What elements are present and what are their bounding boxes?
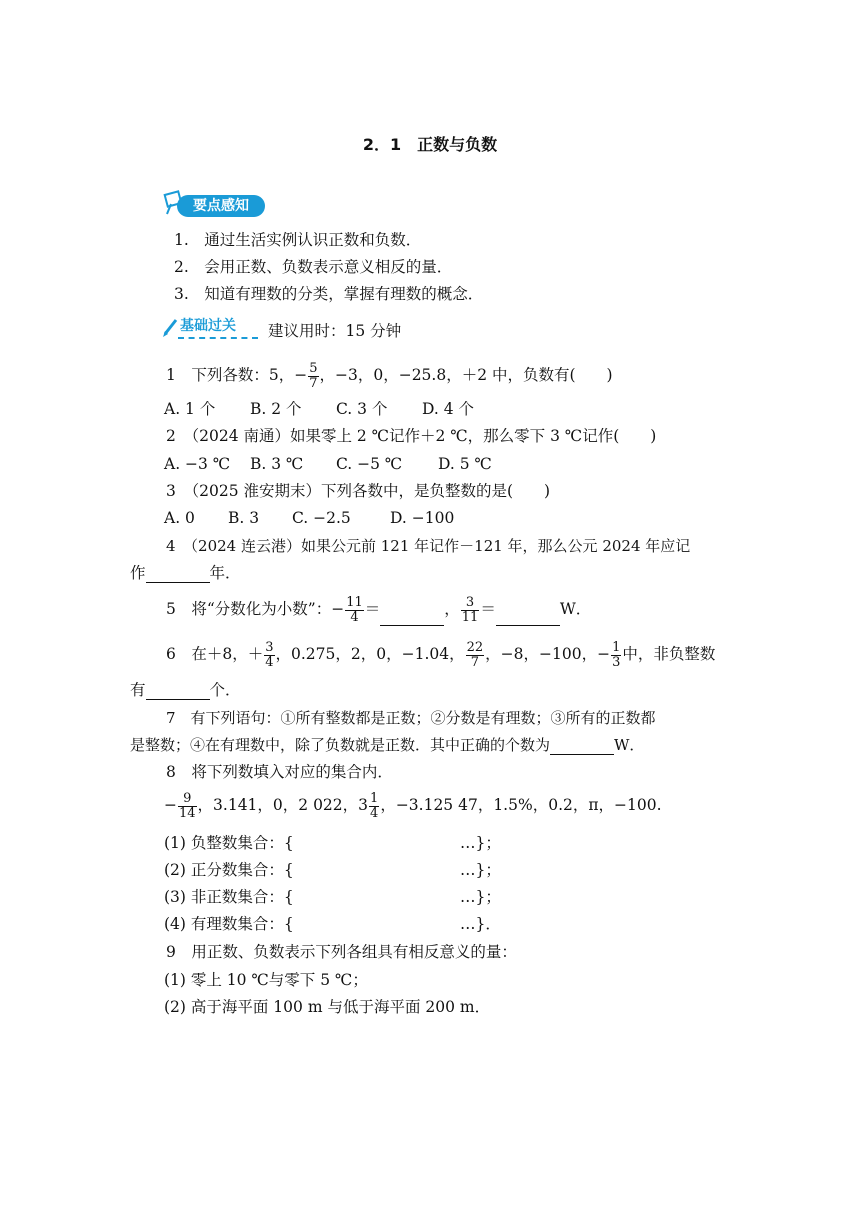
q2-options: A. −3 ℃ B. 3 ℃ C. −5 ℃ D. 5 ℃ [164, 455, 492, 473]
question-7: 7 有下列语句：①所有整数都是正数；②分数是有理数；③所有的正数都 [166, 709, 656, 727]
answer-blank[interactable] [146, 683, 210, 700]
q9-item: (1) 零上 10 ℃与零下 5 ℃； [164, 971, 368, 989]
set-line: (1) 负整数集合：{ …}； [164, 834, 501, 852]
q9-item: (2) 高于海平面 100 m 与低于海平面 200 m． [164, 998, 491, 1016]
question-2: 2 （2024 南通）如果零上 2 ℃记作＋2 ℃，那么零下 3 ℃记作( ) [166, 427, 657, 445]
answer-blank[interactable] [496, 609, 560, 626]
q1-options: A. 1 个 B. 2 个 C. 3 个 D. 4 个 [164, 400, 475, 418]
fraction: $\frac{11}{4}$ [346, 594, 363, 625]
question-5: 5 将“分数化为小数”：− $\frac{11}{4}$ ＝ ， $\frac{3}{11}$ ＝ W． [166, 594, 592, 625]
question-8: 8 将下列数填入对应的集合内． [166, 763, 393, 781]
fraction: $\frac{5}{7}$ [309, 360, 318, 391]
answer-blank[interactable] [146, 566, 210, 583]
fraction: $\frac{1}{4}$ [370, 790, 379, 821]
answer-blank[interactable] [550, 738, 614, 755]
set-line: (4) 有理数集合：{ …}． [164, 915, 501, 933]
q3-options: A. 0 B. 3 C. −2.5 D. −100 [164, 509, 455, 527]
question-9: 9 用正数、负数表示下列各组具有相反意义的量： [166, 943, 517, 961]
key-point: 1. 通过生活实例认识正数和负数． [174, 231, 422, 249]
question-6-cont: 有 个． [130, 681, 241, 699]
suggested-time: 建议用时：15 分钟 [268, 322, 402, 340]
question-4-cont: 作 年． [130, 564, 241, 582]
question-1 [166, 358, 613, 392]
question-4: 4 （2024 连云港）如果公元前 121 年记作－121 年，那么公元 2024 年应记 [166, 537, 691, 555]
page-title: 2．1 正数与负数 [362, 135, 498, 154]
fraction: $\frac{9}{14}$ [179, 790, 196, 821]
question-6: 6 在＋8，＋ $\frac{3}{4}$ ，0.275，2，0，−1.04， $\frac{22}{7}$ ，−8，−100，− $\frac{1}{3}$ 中，非负整数 [166, 639, 716, 670]
set-line: (2) 正分数集合：{ …}； [164, 861, 501, 879]
key-points-badge [163, 190, 267, 220]
q8-numbers: − $\frac{9}{14}$ ，3.141，0，2 022，3 $\frac{1}{4}$ ，−3.125 47，1.5%，0.2，π，−100. [164, 790, 662, 821]
key-point: 2. 会用正数、负数表示意义相反的量． [174, 258, 453, 276]
fraction: $\frac{3}{4}$ [265, 639, 274, 670]
fraction: $\frac{22}{7}$ [466, 639, 484, 670]
basic-practice-label: 基础过关 [180, 318, 236, 334]
set-line: (3) 非正数集合：{ …}； [164, 888, 501, 906]
key-points-label: 要点感知 [177, 195, 265, 217]
question-3: 3 （2025 淮安期末）下列各数中，是负整数的是( ) [166, 482, 551, 500]
divider [178, 337, 258, 339]
key-point: 3. 知道有理数的分类，掌握有理数的概念． [174, 285, 484, 303]
question-7-cont: 是整数；④在有理数中，除了负数就是正数．其中正确的个数为 W． [130, 736, 645, 754]
fraction: $\frac{3}{11}$ [461, 594, 479, 625]
pencil-icon [162, 316, 180, 338]
q1-text: ，−3，0，−25.8，＋2 中，负数有( ) [319, 366, 613, 384]
fraction: $\frac{1}{3}$ [612, 639, 621, 670]
answer-blank[interactable] [380, 609, 444, 626]
q1-text: 1 下列各数：5，− [166, 366, 308, 384]
